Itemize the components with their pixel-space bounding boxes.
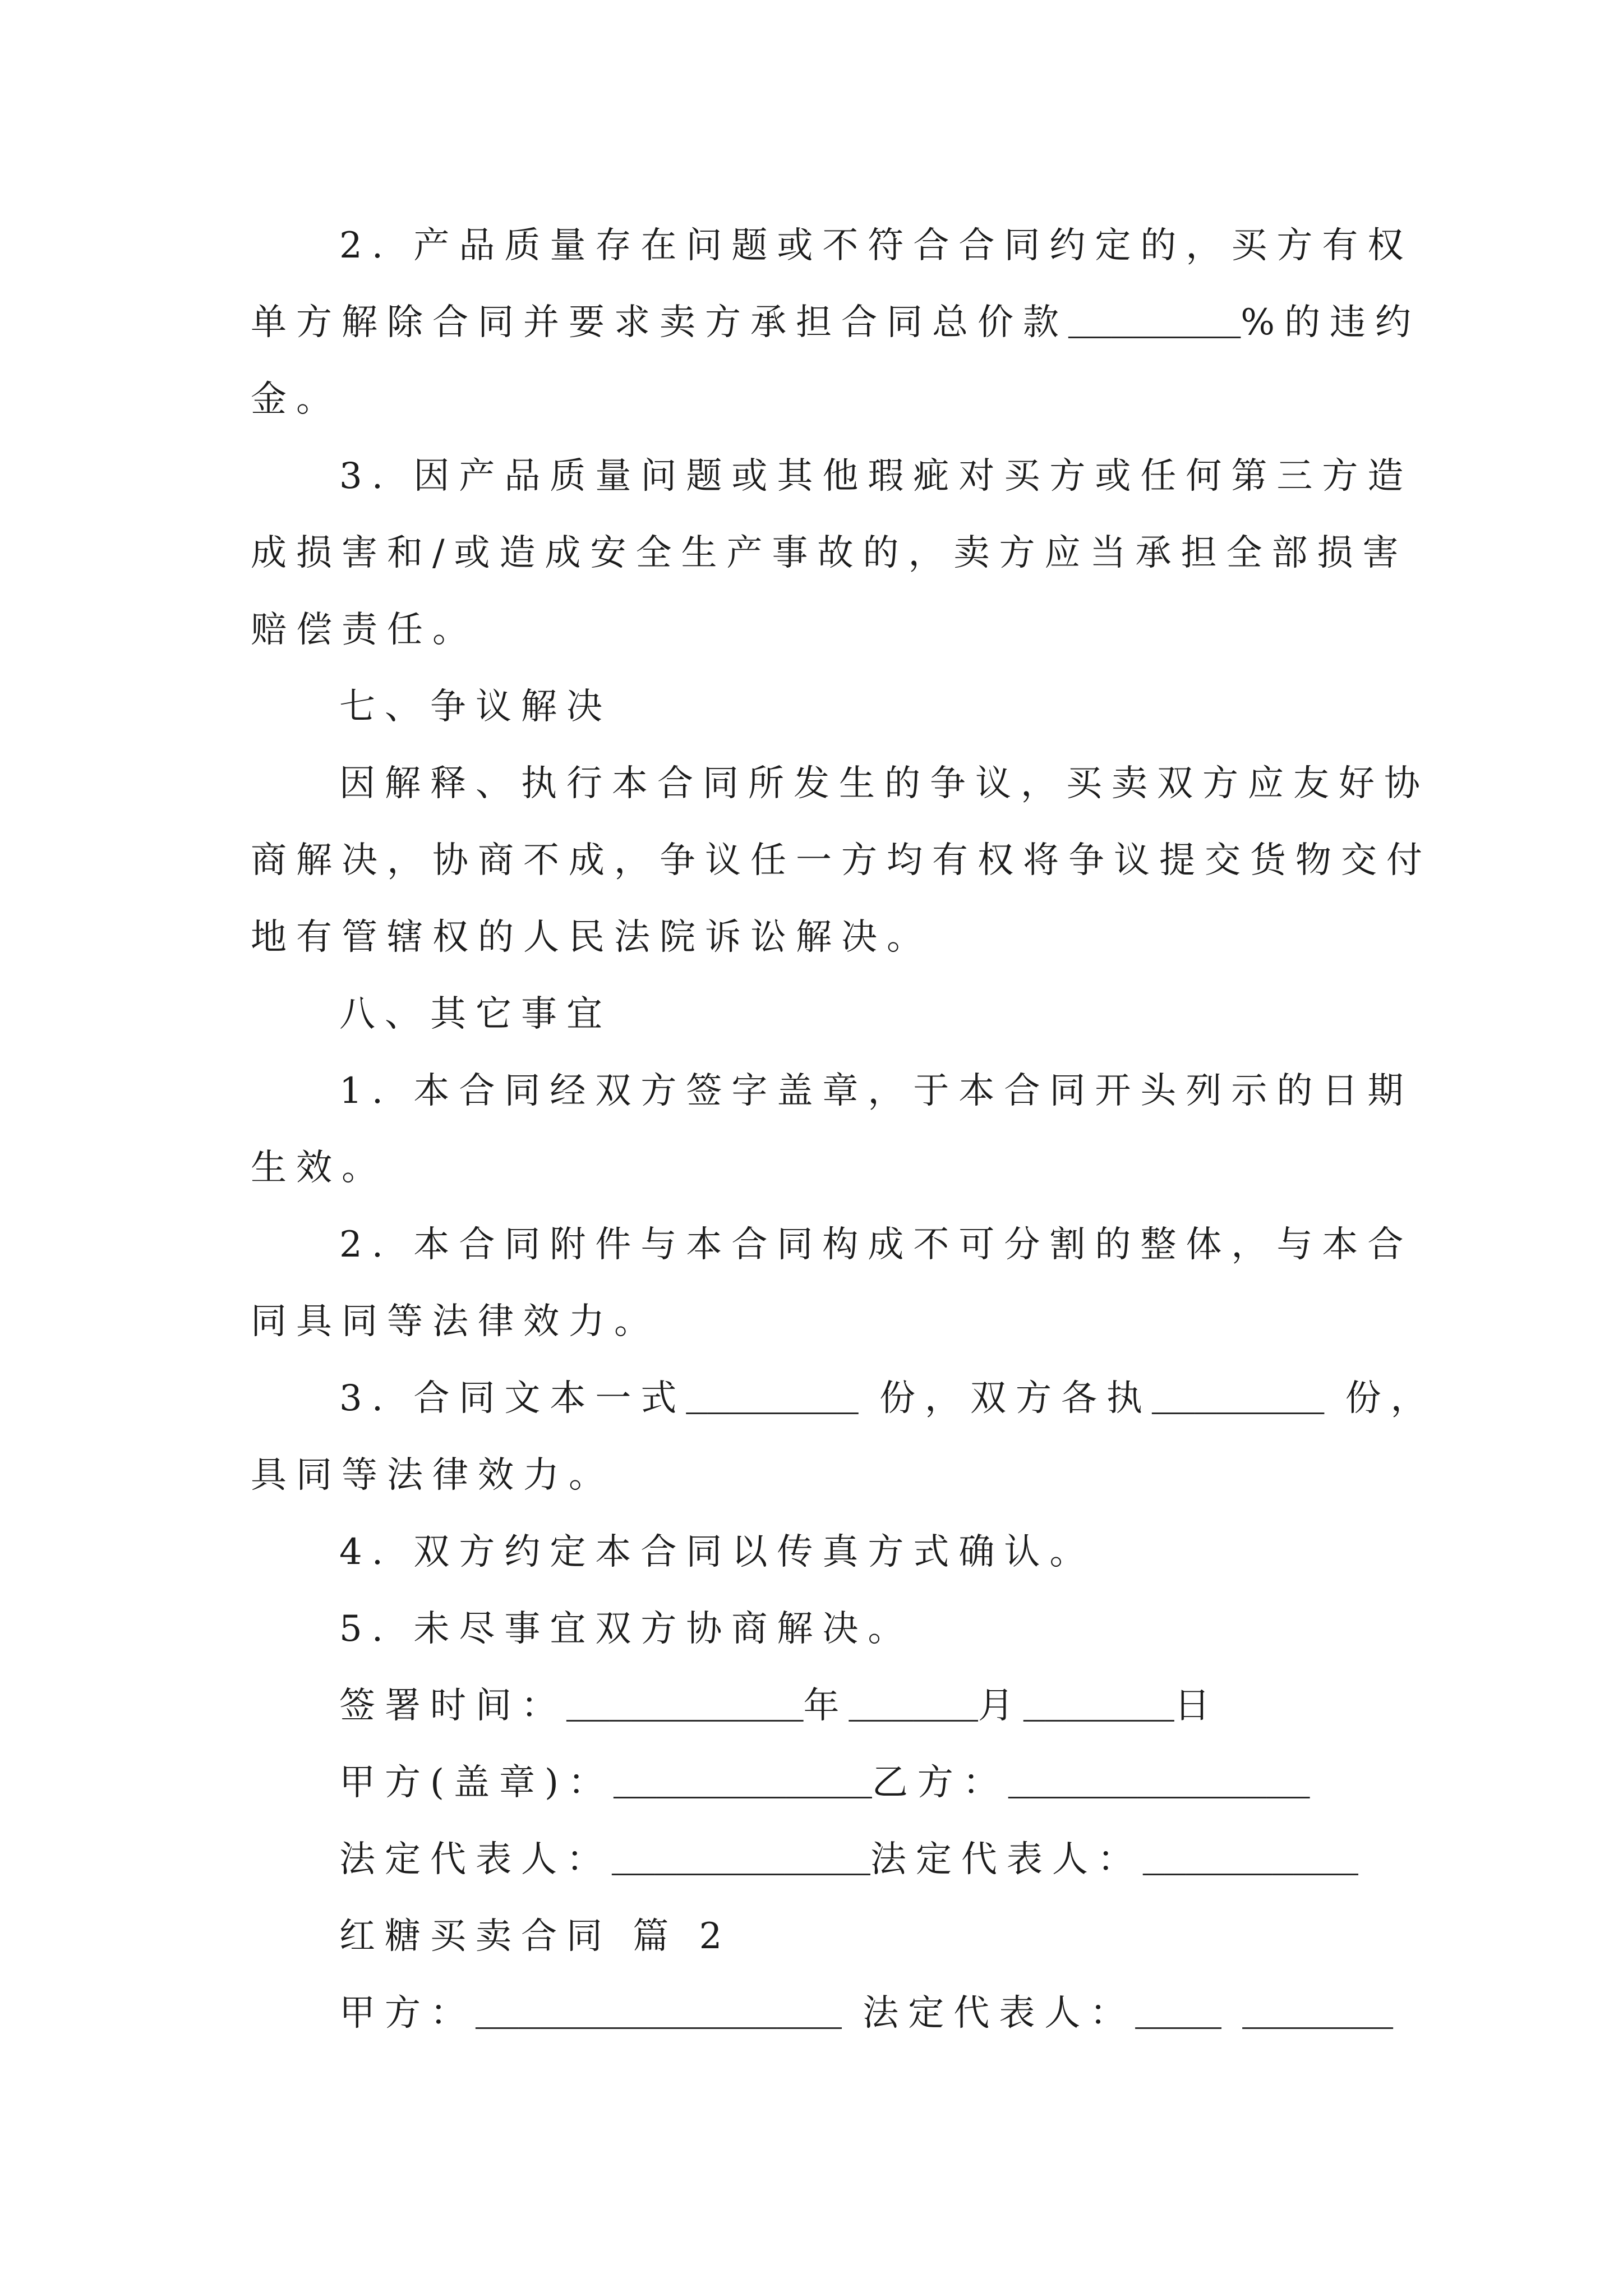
- blank-field: _________________: [476, 1996, 842, 2036]
- clause-line: [251, 438, 1456, 515]
- line-text: 商解决，协商不成，争议任一方均有权将争议提交货物交付: [251, 840, 1432, 881]
- line-text: 日: [1174, 1685, 1220, 1727]
- line-text: 赔偿责任。: [251, 609, 478, 651]
- clause-line: [251, 1437, 1456, 1514]
- party-line: [251, 1975, 1456, 2052]
- blank-field: ____________: [612, 1842, 870, 1883]
- blank-field: ________: [1152, 1381, 1325, 1421]
- line-text: %的违约: [1241, 302, 1421, 343]
- line-text: 法定代表人：: [339, 1839, 612, 1880]
- clause-line: [251, 899, 1456, 976]
- clause-line: [251, 1207, 1456, 1283]
- clause-line: [251, 284, 1456, 361]
- line-text: 签署时间：: [339, 1685, 566, 1727]
- line-text: 3. 合同文本一式: [339, 1378, 686, 1419]
- line-text: 因解释、执行本合同所发生的争议，买卖双方应友好协: [339, 763, 1430, 804]
- blank-field: ____: [1135, 1996, 1221, 2036]
- clause-line: [251, 1360, 1456, 1437]
- clause-line: [251, 1053, 1456, 1130]
- blank-field: ____________: [613, 1765, 872, 1806]
- document-title: [251, 1898, 1456, 1975]
- clause-line: [251, 515, 1456, 592]
- clause-line: [251, 1591, 1456, 1668]
- blank-field: _______: [1242, 1996, 1394, 2036]
- line-text: 单方解除合同并要求卖方承担合同总价款: [251, 302, 1068, 343]
- title-text: 红糖买卖合同 篇 2: [339, 1916, 732, 1957]
- line-text: 甲方：: [339, 1993, 476, 2034]
- clause-line: [251, 592, 1456, 669]
- clause-line: [251, 208, 1456, 284]
- line-text: 4. 双方约定本合同以传真方式确认。: [339, 1531, 1095, 1573]
- line-text: 法定代表人：: [841, 1993, 1136, 2034]
- line-text: [1221, 1993, 1242, 2034]
- heading-text: 七、争议解决: [339, 686, 612, 728]
- line-text: 具同等法律效力。: [251, 1455, 614, 1496]
- party-signature-line: [251, 1745, 1456, 1821]
- blank-field: _______: [1023, 1688, 1174, 1729]
- section-heading: [251, 669, 1456, 746]
- blank-field: ______________: [1008, 1765, 1310, 1806]
- line-text: 生效。: [251, 1147, 387, 1189]
- blank-field: __________: [1142, 1842, 1358, 1883]
- document-body: [251, 208, 1456, 2052]
- line-text: 2. 产品质量存在问题或不符合合同约定的，买方有权: [339, 225, 1413, 266]
- clause-line: [251, 822, 1456, 899]
- clause-line: [251, 1514, 1456, 1591]
- section-heading: [251, 976, 1456, 1053]
- representative-line: [251, 1821, 1456, 1898]
- clause-line: [251, 361, 1456, 438]
- line-text: 金。: [251, 379, 342, 420]
- line-text: 份，双方各执: [858, 1378, 1152, 1419]
- line-text: 2. 本合同附件与本合同构成不可分割的整体，与本合: [339, 1224, 1413, 1266]
- line-text: 1. 本合同经双方签字盖章，于本合同开头列示的日期: [339, 1070, 1413, 1112]
- line-text: 份，: [1324, 1378, 1436, 1419]
- line-text: 法定代表人：: [870, 1839, 1143, 1880]
- line-text: 年: [803, 1685, 849, 1727]
- blank-field: ___________: [566, 1688, 804, 1729]
- heading-text: 八、其它事宜: [339, 993, 612, 1035]
- clause-line: [251, 1130, 1456, 1207]
- line-text: 3. 因产品质量问题或其他瑕疵对买方或任何第三方造: [339, 455, 1413, 497]
- signing-date-line: [251, 1668, 1456, 1745]
- line-text: 同具同等法律效力。: [251, 1301, 660, 1342]
- blank-field: ________: [1068, 305, 1241, 346]
- line-text: 月: [978, 1685, 1023, 1727]
- clause-line: [251, 1283, 1456, 1360]
- line-text: 5. 未尽事宜双方协商解决。: [339, 1608, 914, 1650]
- line-text: 成损害和/或造成安全生产事故的，卖方应当承担全部损害: [251, 532, 1408, 574]
- line-text: 地有管辖权的人民法院诉讼解决。: [251, 917, 932, 958]
- clause-line: [251, 746, 1456, 822]
- line-text: 甲方(盖章)：: [339, 1762, 614, 1803]
- blank-field: ________: [686, 1381, 859, 1421]
- line-text: 乙方：: [872, 1762, 1008, 1803]
- blank-field: ______: [849, 1688, 978, 1729]
